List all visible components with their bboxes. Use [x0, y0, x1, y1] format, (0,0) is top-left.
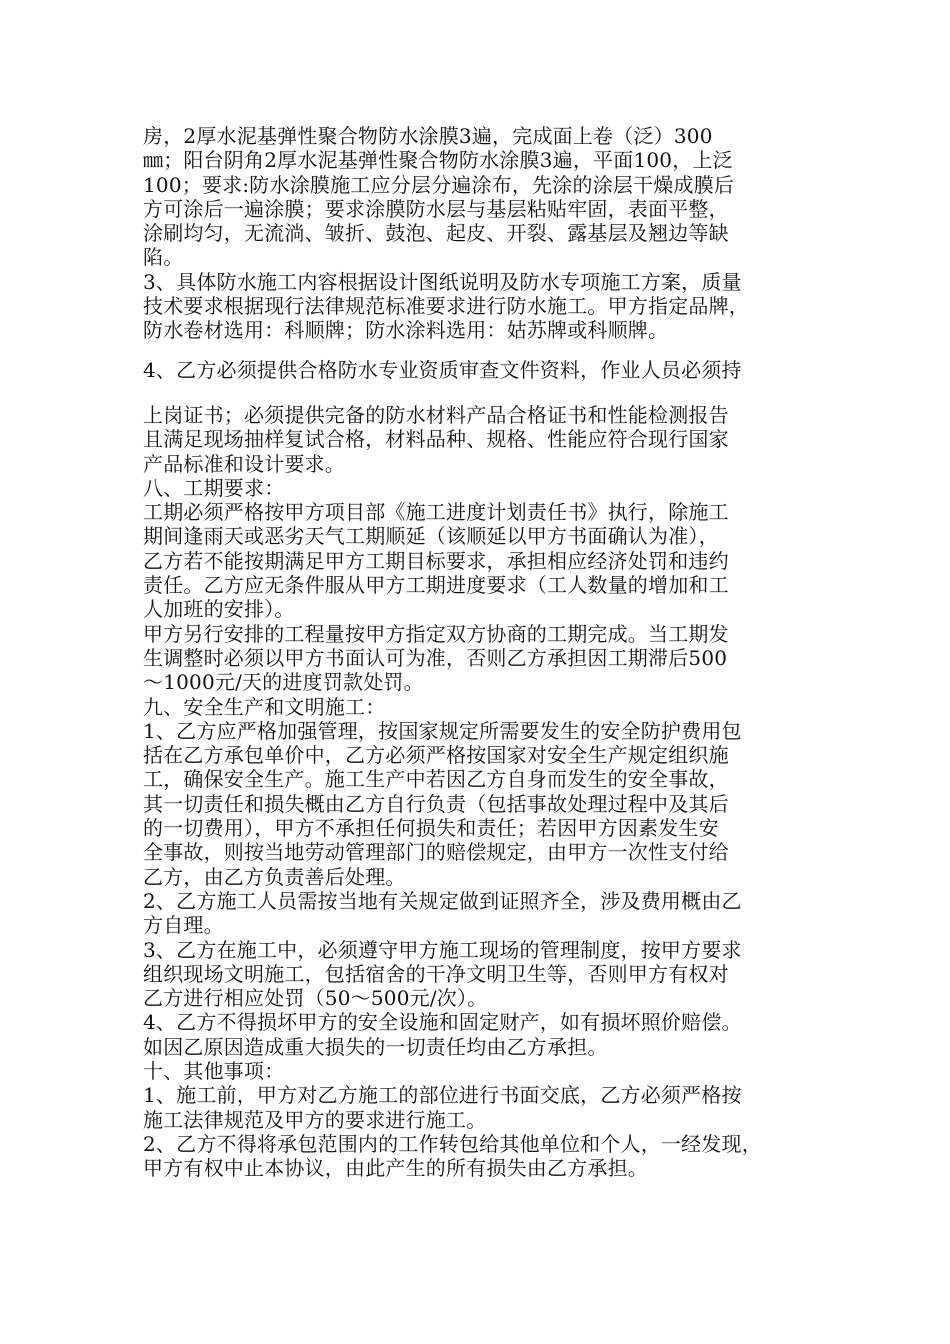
text-line: 房，2厚水泥基弹性聚合物防水涂膜3遍，完成面上卷（泛）300: [143, 124, 713, 148]
text-line: 括在乙方承包单价中，乙方必须严格按国家对安全生产规定组织施: [143, 743, 729, 768]
text-line: 期间逢雨天或恶劣天气工期顺延（该顺延以甲方书面确认为准），: [143, 524, 719, 549]
text-line: 工，确保安全生产。施工生产中若因乙方自身而发生的安全事故，: [143, 767, 729, 792]
text-line: 产品标准和设计要求。: [143, 451, 345, 476]
text-line: 责任。乙方应无条件服从甲方工期进度要求（工人数量的增加和工: [143, 573, 729, 598]
text-line: 3、乙方在施工中，必须遵守甲方施工现场的管理制度，按甲方要求: [143, 937, 742, 962]
text-line: 甲方另行安排的工程量按甲方指定双方协商的工期完成。当工期发: [143, 621, 729, 646]
text-line: 工期必须严格按甲方项目部《施工进度计划责任书》执行，除施工: [143, 500, 729, 525]
text-line: 涂刷均匀，无流淌、皱折、鼓泡、起皮、开裂、露基层及翘边等缺: [143, 221, 729, 246]
text-line: 乙方，由乙方负责善后处理。: [143, 864, 406, 889]
text-line: 方可涂后一遍涂膜；要求涂膜防水层与基层粘贴牢固，表面平整，: [143, 196, 729, 221]
text-line: 陷。: [143, 245, 184, 270]
section-heading: 九、安全生产和文明施工：: [143, 694, 386, 719]
text-line: 乙方进行相应处罚（50～500元/次）。: [143, 986, 488, 1011]
text-line: 方自理。: [143, 913, 224, 938]
text-line: 其一切责任和损失概由乙方自行负责（包括事故处理过程中及其后: [143, 791, 729, 816]
text-line: 如因乙原因造成重大损失的一切责任均由乙方承担。: [143, 1034, 608, 1059]
text-line: 3、具体防水施工内容根据设计图纸说明及防水专项施工方案，质量: [143, 269, 742, 294]
text-line: 100；要求:防水涂膜施工应分层分遍涂布，先涂的涂层干燥成膜后: [143, 172, 735, 197]
text-line: 生调整时必须以甲方书面认可为准，否则乙方承担因工期滞后500: [143, 645, 728, 670]
section-heading: 十、其他事项：: [143, 1059, 285, 1084]
text-line: 甲方有权中止本协议，由此产生的所有损失由乙方承担。: [143, 1156, 648, 1181]
text-line: ～1000元/天的进度罚款处罚。: [143, 670, 424, 695]
text-line: 技术要求根据现行法律规范标准要求进行防水施工。甲方指定品牌，: [143, 294, 749, 319]
text-line: 人加班的安排）。: [143, 597, 295, 622]
text-line: 组织现场文明施工，包括宿舍的干净文明卫生等，否则甲方有权对: [143, 961, 729, 986]
text-line: 乙方若不能按期满足甲方工期目标要求，承担相应经济处罚和违约: [143, 548, 729, 573]
text-line: ㎜；阳台阴角2厚水泥基弹性聚合物防水涂膜3遍，平面100，上泛: [143, 148, 733, 173]
text-line: 1、乙方应严格加强管理，按国家规定所需要发生的安全防护费用包: [143, 718, 742, 743]
paragraph-block-1: [143, 124, 823, 343]
section-heading: 八、工期要求：: [143, 475, 285, 500]
text-line: 施工法律规范及甲方的要求进行施工。: [143, 1107, 487, 1132]
text-line: 1、施工前，甲方对乙方施工的部位进行书面交底，乙方必须严格按: [143, 1083, 742, 1108]
text-line: 全事故，则按当地劳动管理部门的赔偿规定，由甲方一次性支付给: [143, 840, 729, 865]
text-line: 且满足现场抽样复试合格，材料品种、规格、性能应符合现行国家: [143, 427, 729, 452]
text-line: 4、乙方必须提供合格防水专业资质审查文件资料，作业人员必须持: [143, 358, 742, 382]
text-line: 上岗证书；必须提供完备的防水材料产品合格证书和性能检测报告: [143, 403, 729, 427]
text-line: 的一切费用），甲方不承担任何损失和责任；若因甲方因素发生安: [143, 816, 719, 841]
paragraph-block-2: [143, 358, 823, 382]
text-line: 防水卷材选用：科顺牌；防水涂料选用：姑苏牌或科顺牌。: [143, 318, 669, 343]
text-line: 2、乙方不得将承包范围内的工作转包给其他单位和个人，一经发现，: [143, 1131, 762, 1156]
text-line: 4、乙方不得损坏甲方的安全设施和固定财产，如有损坏照价赔偿。: [143, 1010, 742, 1035]
text-line: 2、乙方施工人员需按当地有关规定做到证照齐全，涉及费用概由乙: [143, 888, 742, 913]
paragraph-block-3: [143, 403, 823, 1181]
